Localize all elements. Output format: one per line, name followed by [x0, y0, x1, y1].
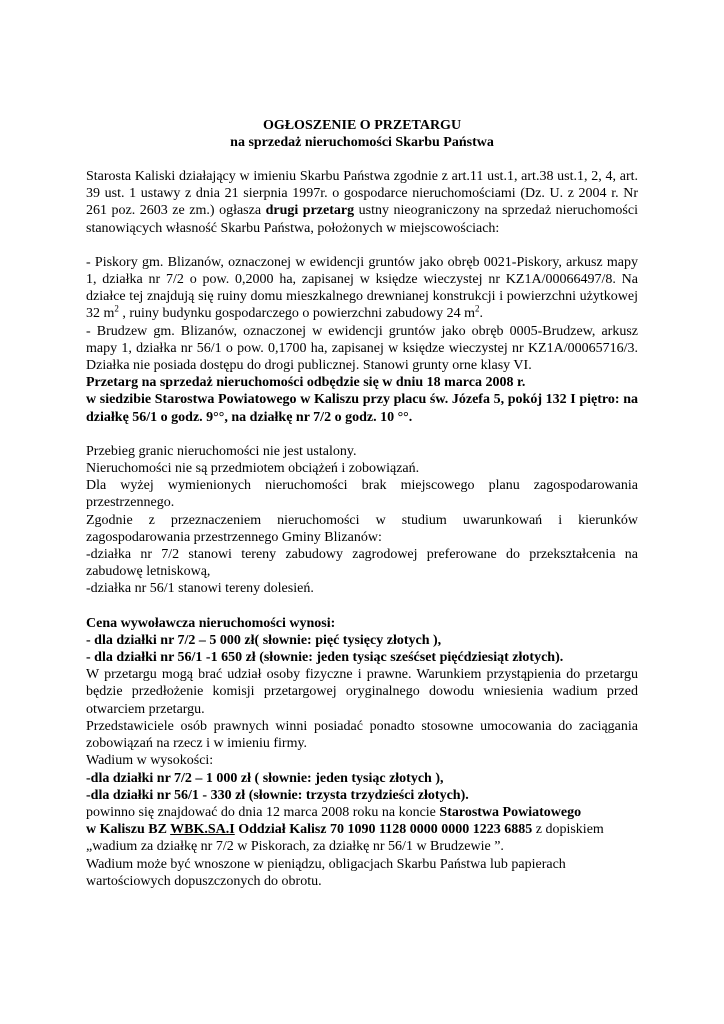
wadium-lot-56-1: -dla działki nr 56/1 - 330 zł (słownie: trzysta trzydzieści złotych).: [86, 787, 469, 803]
wadium-header: Wadium w wysokości:: [86, 753, 214, 769]
payment-text-suffix: z dopiskiem: [532, 822, 604, 838]
intro-bold: drugi przetarg: [265, 203, 355, 219]
info-line: Nieruchomości nie są przedmiotem obciążeń i zobowiązań.: [86, 461, 420, 477]
title-line-2: na sprzedaż nieruchomości Skarbu Państwa: [230, 135, 494, 150]
brudzew-paragraph: - Brudzew gm. Blizanów, oznaczonej w ewidencji gruntów jako obręb 0005-Brudzew, arkusz mapy 1, działka nr 56/1 o pow. 0,1700 ha, zapisanej w księdze wieczystej nr KZ1A/00065716/3. Działka nie posiada dostępu do drogi publicznej. Stanowi grunty orne klasy VI.: [86, 323, 638, 374]
auction-date: Przetarg na sprzedaż nieruchomości odbędzie się w dniu 18 marca 2008 r.: [86, 375, 526, 391]
piskory-sup-1: 2: [114, 303, 119, 314]
wadium-lot-7-2: -dla działki nr 7/2 – 1 000 zł ( słownie: jeden tysiąc złotych ),: [86, 770, 444, 786]
info-line: Zgodnie z przeznaczeniem nieruchomości w studium uwarunkowań i kierunków zagospodarowania przestrzennego Gminy Blizanów:: [86, 512, 638, 545]
payment-bank-city: w Kaliszu BZ: [86, 822, 171, 838]
piskory-text: - Piskory gm. Blizanów, oznaczonej w ewidencji gruntów jako obręb 0021-Piskory, arkusz mapy 1, działka nr 7/2 o pow. 0,2000 ha, zapisanej w księdze wieczystej nr KZ1A/00066497/8. Na działce tej znajdują się ruiny domu mieszkalnego drewnianej konstrukcji i powierzchni użytkowej 32 m: [86, 254, 638, 322]
title-line-1: OGŁOSZENIE O PRZETARGU: [262, 118, 462, 133]
piskory-text-mid: , ruiny budynku gospodarczego o powierzchni zabudowy 24 m: [118, 306, 476, 322]
representatives-paragraph: Przedstawiciele osób prawnych winni posiadać ponadto stosowne umocowania do zaciągania zobowiązań na rzecz i w imieniu firmy.: [86, 718, 638, 752]
piskory-sup-2: 2: [475, 303, 480, 314]
participation-paragraph: W przetargu mogą brać udział osoby fizyczne i prawne. Warunkiem przystąpienia do przetargu będzie przedłożenie komisji przetargowej oryginalnego dowodu wniesienia wadium przed otwarciem przetargu.: [86, 667, 638, 717]
payment-text: powinno się znajdować do dnia 12 marca 2008 roku na koncie: [86, 804, 440, 820]
info-line: -działka nr 56/1 stanowi tereny dolesień.: [86, 581, 314, 597]
auction-place: w siedzibie Starostwa Powiatowego w Kaliszu przy placu św. Józefa 5, pokój 132 I piętro: na działkę 56/1 o godz. 9°°, na działkę nr 7/2 o godz. 10 °°.: [86, 392, 638, 425]
intro-text-end: ustny nieograniczony na sprzedaż nieruchomości stanowiących własność Skarbu Państwa, położonych w miejscowościach:: [86, 203, 638, 236]
piskory-text-end: .: [479, 306, 484, 322]
payment-paragraph: [86, 804, 638, 856]
price-header: Cena wywoławcza nieruchomości wynosi:: [86, 615, 336, 631]
intro-text: Starosta Kaliski działający w imieniu Skarbu Państwa zgodnie z art.11 ust.1, art.38 ust.1, 2, 4, art. 39 ust. 1 ustawy z dnia 21 sierpnia 1997r. o gospodarce nieruchomościami (Dz. U. z 2004 r. Nr 261 poz. 2603 ze zm.) ogłasza: [86, 169, 638, 219]
payment-account-number: Oddział Kalisz 70 1090 1128 0000 0000 1223 6885: [234, 822, 533, 838]
price-lot-7-2: - dla działki nr 7/2 – 5 000 zł( słownie: pięć tysięcy złotych ),: [86, 632, 442, 648]
info-line: Przebieg granic nieruchomości nie jest ustalony.: [86, 443, 357, 459]
payment-bank-owner: Starostwa Powiatowego: [439, 804, 582, 820]
info-line: -działka nr 7/2 stanowi tereny zabudowy zagrodowej preferowane do przekształcenia na zabudowę letniskową,: [86, 547, 638, 580]
payment-note: „wadium za działkę nr 7/2 w Piskorach, za działkę nr 56/1 w Brudzewie ”.: [86, 839, 504, 855]
info-line: Dla wyżej wymienionych nieruchomości brak miejscowego planu zagospodarowania przestrzennego.: [86, 478, 638, 511]
price-lot-56-1: - dla działki nr 56/1 -1 650 zł (słownie: jeden tysiąc sześćset pięćdziesiąt złotych).: [86, 650, 564, 666]
wadium-form-paragraph: Wadium może być wnoszone w pieniądzu, obligacjach Skarbu Państwa lub papierach wartościowych dopuszczonych do obrotu.: [86, 856, 566, 889]
payment-bank-name: WBK.SA.I: [170, 822, 235, 838]
intro-paragraph: [86, 168, 638, 237]
piskory-paragraph: [86, 254, 638, 323]
